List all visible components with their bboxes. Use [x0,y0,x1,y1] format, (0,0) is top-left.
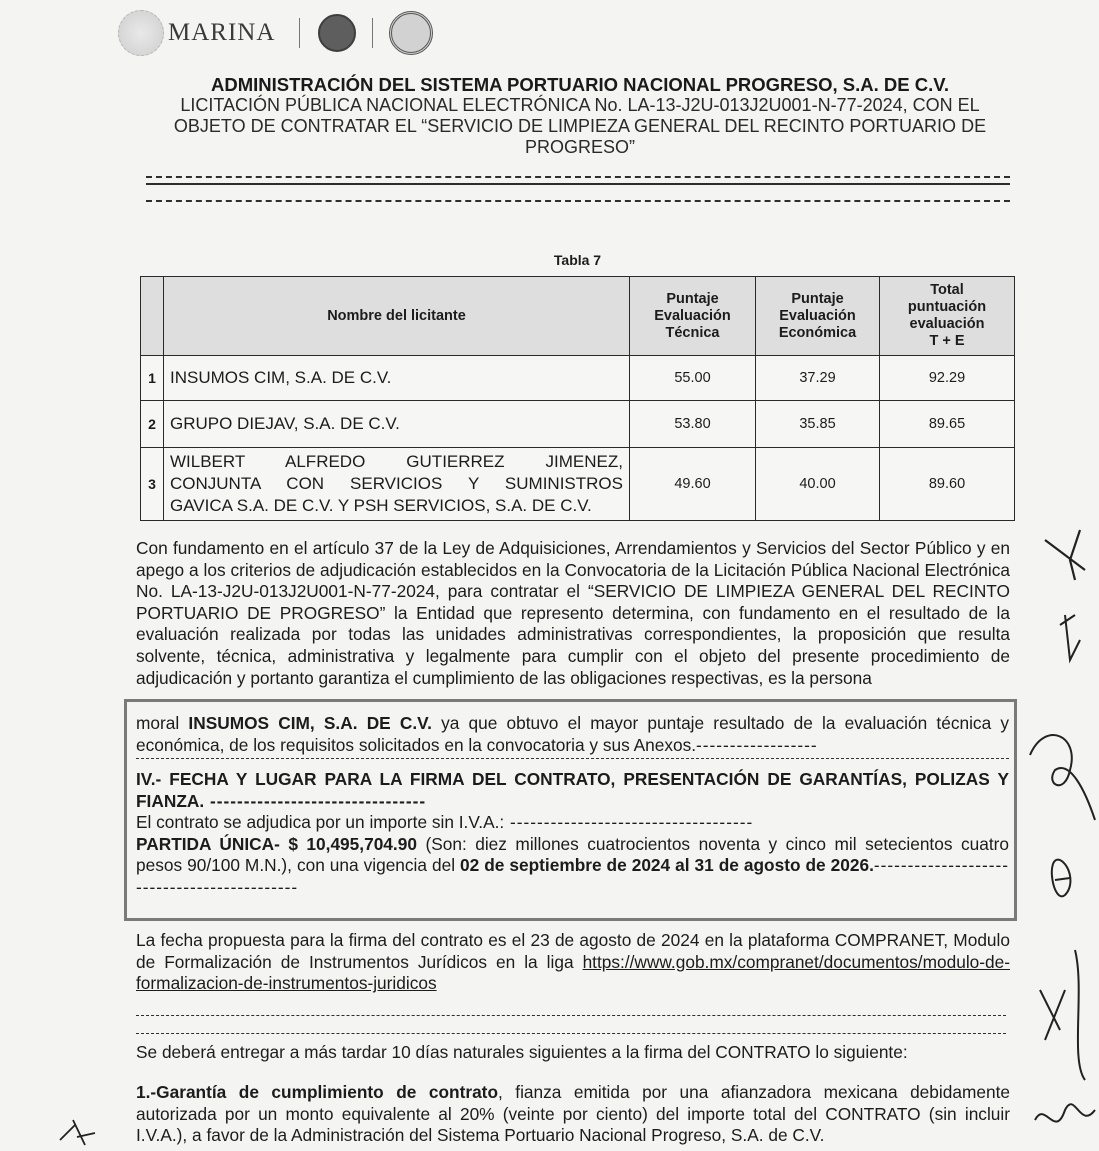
dashed-separator [136,1015,1006,1016]
award-winner-text: moral INSUMOS CIM, S.A. DE C.V. ya que obtuvo el mayor puntaje resultado de la evaluación técnica y económica, de los requisitos solicitados en la convocatoria y sus Anexos.------------------ [136,713,1010,755]
document-title: ADMINISTRACIÓN DEL SISTEMA PORTUARIO NACIONAL PROGRESO, S.A. DE C.V. [210,74,949,95]
compranet-link[interactable]: https://www.gob.mx/compranet/documentos/modulo-de-formalizacion-de-instrumentos-juridicos [136,951,1010,994]
highlight-box [124,699,1017,921]
government-seal-icon [118,10,164,56]
total-score: 89.65 [880,401,1015,448]
bidder-name: WILBERT ALFREDO GUTIERREZ JIMENEZ, CONJUNTA CON SERVICIOS Y SUMINISTROS GAVICA S.A. DE C.V. Y PSH SERVICIOS, S.A. DE C.V. [164,448,630,521]
economic-score: 35.85 [756,401,880,448]
winner-name: INSUMOS CIM, S.A. DE C.V. [188,713,432,733]
evaluation-results-table [140,276,1015,521]
delivery-requirements-line: Se deberá entregar a más tardar 10 días naturales siguientes a la firma del CONTRATO lo siguiente: [136,1042,908,1062]
header-name: Nombre del licitante [164,277,630,356]
header-divider [146,176,1010,178]
port-authority-emblem-icon [389,11,433,55]
row-number: 3 [141,448,164,521]
section-heading: IV.- FECHA Y LUGAR PARA LA FIRMA DEL CONTRATO, PRESENTACIÓN DE GARANTÍAS, POLIZAS Y FIANZA. -------------------------------- [136,769,1009,811]
subtitle-line: PROGRESO” [524,137,635,157]
header-number [141,277,164,356]
table-caption: Tabla 7 [553,252,602,268]
header-divider [146,183,1010,185]
subtitle-line: LICITACIÓN PÚBLICA NACIONAL ELECTRÓNICA No. LA-13-J2U-013J2U001-N-77-2024, CON EL [180,95,980,115]
navy-emblem-icon [318,14,356,52]
dashed-separator [136,1033,1006,1034]
partida-amount: PARTIDA ÚNICA- $ 10,495,704.90 [136,833,417,854]
handwritten-mark [55,1115,105,1151]
bidder-name: INSUMOS CIM, S.A. DE C.V. [164,356,630,401]
economic-score: 37.29 [756,356,880,401]
total-score: 89.60 [880,448,1015,521]
bidder-name: GRUPO DIEJAV, S.A. DE C.V. [164,401,630,448]
technical-score: 55.00 [630,356,756,401]
guarantee-paragraph: 1.-Garantía de cumplimiento de contrato, fianza emitida por una afianzadora mexicana debidamente autorizada por un monto equivalente al 20% (veinte por ciento) del importe total del CONTRATO (sin incluir I.V.A.), a favor de la Administración del Sistema Portuario Nacional Progreso, S.A. de C.V. [136,1082,1010,1146]
header-total: Total puntuación evaluación T + E [880,277,1015,356]
row-number: 1 [141,356,164,401]
contract-amount-line: El contrato se adjudica por un importe sin I.V.A.: ------------------------------------ [136,812,754,832]
document-header [140,74,1020,158]
guarantee-heading: 1.-Garantía de cumplimiento de contrato [136,1082,498,1102]
header-economic: Puntaje Evaluación Económica [756,277,880,356]
row-number: 2 [141,401,164,448]
vigencia-dates: 02 de septiembre de 2024 al 31 de agosto de 2026. [460,855,874,875]
logo-divider [299,18,300,48]
technical-score: 53.80 [630,401,756,448]
logo-divider [372,18,373,48]
table-header-row [141,277,1015,356]
signature-date-paragraph: La fecha propuesta para la firma del contrato es el 23 de agosto de 2024 en la plataforma COMPRANET, Modulo de Formalización de Instrumentos Jurídicos en la liga https://www.gob.mx/compranet/documentos/modulo-de-formalizacion-de-instrumentos-juridicos [136,930,1010,994]
economic-score: 40.00 [756,448,880,521]
table-row [141,401,1015,448]
logo-bar [118,8,433,58]
technical-score: 49.60 [630,448,756,521]
table-row [141,356,1015,401]
handwritten-initials [1025,520,1099,1151]
subtitle-line: OBJETO DE CONTRATAR EL “SERVICIO DE LIMPIEZA GENERAL DEL RECINTO PORTUARIO DE [173,116,987,136]
brand-name: MARINA [168,19,276,46]
header-divider [146,200,1010,202]
table-row [141,448,1015,521]
award-paragraph: Con fundamento en el artículo 37 de la Ley de Adquisiciones, Arrendamientos y Servicios del Sector Público y en apego a los criterios de adjudicación establecidos en la Convocatoria de la Licitación Pública Nacional Electrónica No. LA-13-J2U-013J2U001-N-77-2024, para contratar el “SERVICIO DE LIMPIEZA GENERAL DEL RECINTO PORTUARIO DE PROGRESO” la Entidad que represento determina, con fundamento en el resultado de la evaluación realizada por todas las unidades administrativas correspondientes, la proposición que resulta solvente, técnica, administrativa y legalmente para cumplir con el objeto del presente procedimiento de adjudicación y portanto garantiza el cumplimiento de las obligaciones respectivas, es la persona [136,538,1010,688]
partida-paragraph: PARTIDA ÚNICA- $ 10,495,704.90 (Son: diez millones cuatrocientos noventa y cinco mil setecientos cuatro pesos 90/100 M.N.), con una vigencia del 02 de septiembre de 2024 al 31 de agosto de 2026.-------------------------------------------- [136,833,1009,897]
header-technical: Puntaje Evaluación Técnica [630,277,756,356]
total-score: 92.29 [880,356,1015,401]
